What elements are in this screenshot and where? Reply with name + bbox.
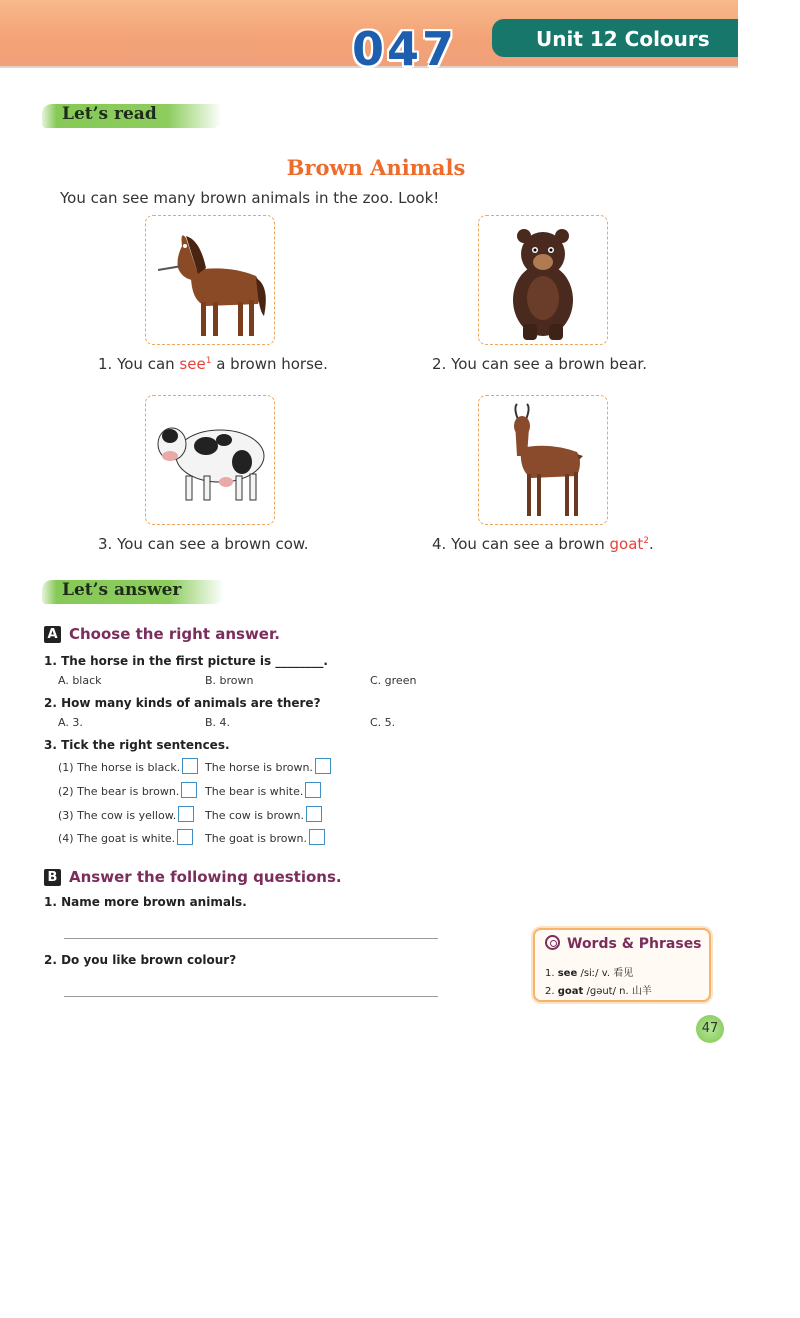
question-a3: 3. Tick the right sentences. xyxy=(44,738,230,752)
story-title: Brown Animals xyxy=(286,155,466,180)
lets-read-text: Let’s read xyxy=(62,104,157,124)
part-b-heading: B Answer the following questions. xyxy=(44,868,342,886)
part-a-heading: A Choose the right answer. xyxy=(44,625,280,643)
words-phrases-box xyxy=(533,928,711,1002)
tick-row-3-left: (3) The cow is yellow. xyxy=(58,806,194,822)
question-a2: 2. How many kinds of animals are there? xyxy=(44,696,321,710)
lesson-number: 047 xyxy=(352,22,458,76)
caption-1: 1. You can see$^1$ a brown horse. xyxy=(98,355,328,373)
tick-row-4-right: The goat is brown. xyxy=(205,829,325,845)
question-b1: 1. Name more brown animals. xyxy=(44,895,247,909)
answer-line-b2[interactable] xyxy=(64,996,438,997)
horse-picture-frame xyxy=(145,215,275,345)
tick-row-1-right: The horse is brown. xyxy=(205,758,331,774)
lets-answer-text: Let’s answer xyxy=(62,580,182,600)
word-entry-1: 1. see /siː/ v. 看见 xyxy=(545,968,634,979)
bear-illustration-icon xyxy=(479,216,607,344)
part-b-letter-badge: B xyxy=(44,869,61,886)
tick-row-1-left: (1) The horse is black. xyxy=(58,758,198,774)
tick-checkbox[interactable] xyxy=(178,806,194,822)
intro-text: You can see many brown animals in the zoo. Look! xyxy=(60,189,440,207)
cow-illustration-icon xyxy=(146,396,274,524)
tick-checkbox[interactable] xyxy=(181,782,197,798)
question-b2: 2. Do you like brown colour? xyxy=(44,953,237,967)
word-entry-2: 2. goat /ɡəut/ n. 山羊 xyxy=(545,986,652,997)
horse-illustration-icon xyxy=(146,216,274,344)
tick-row-2-left: (2) The bear is brown. xyxy=(58,782,197,798)
caption-2: 2. You can see a brown bear. xyxy=(432,355,647,373)
tick-checkbox[interactable] xyxy=(305,782,321,798)
lets-read-label xyxy=(42,104,222,128)
caption-4: 4. You can see a brown goat$^2$. xyxy=(432,535,654,553)
tick-row-4-left: (4) The goat is white. xyxy=(58,829,193,845)
unit-title: Unit 12 Colours xyxy=(536,27,710,51)
words-phrases-title: Words & Phrases xyxy=(545,935,702,952)
tick-checkbox[interactable] xyxy=(315,758,331,774)
goat-illustration-icon xyxy=(479,396,607,524)
option-a1-b[interactable]: B. brown xyxy=(205,674,254,687)
goat-picture-frame xyxy=(478,395,608,525)
part-a-letter-badge: A xyxy=(44,626,61,643)
unit-banner xyxy=(492,19,738,57)
caption-3: 3. You can see a brown cow. xyxy=(98,535,309,553)
tick-checkbox[interactable] xyxy=(306,806,322,822)
option-a2-a[interactable]: A. 3. xyxy=(58,716,83,729)
option-a1-c[interactable]: C. green xyxy=(370,674,417,687)
option-a1-a[interactable]: A. black xyxy=(58,674,102,687)
page-number: 47 xyxy=(696,1015,724,1043)
target-circle-icon xyxy=(545,935,560,950)
tick-row-2-right: The bear is white. xyxy=(205,782,321,798)
tick-checkbox[interactable] xyxy=(182,758,198,774)
cow-picture-frame xyxy=(145,395,275,525)
bear-picture-frame xyxy=(478,215,608,345)
question-a1: 1. The horse in the first picture is ________. xyxy=(44,654,328,668)
answer-line-b1[interactable] xyxy=(64,938,438,939)
option-a2-b[interactable]: B. 4. xyxy=(205,716,231,729)
tick-checkbox[interactable] xyxy=(177,829,193,845)
tick-row-3-right: The cow is brown. xyxy=(205,806,322,822)
lets-answer-label xyxy=(42,580,224,604)
tick-checkbox[interactable] xyxy=(309,829,325,845)
option-a2-c[interactable]: C. 5. xyxy=(370,716,396,729)
